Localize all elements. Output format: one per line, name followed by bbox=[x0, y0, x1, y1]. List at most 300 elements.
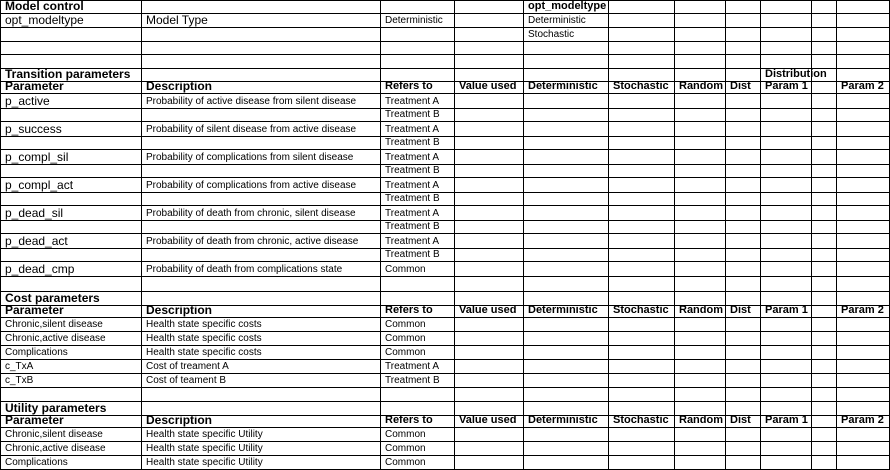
sheet-cell[interactable] bbox=[524, 150, 609, 165]
refers-to[interactable] bbox=[381, 374, 455, 388]
param-name[interactable] bbox=[0, 374, 142, 388]
sheet-cell[interactable] bbox=[761, 178, 812, 193]
sheet-cell[interactable] bbox=[455, 14, 524, 28]
param-description[interactable] bbox=[142, 442, 381, 456]
param-description[interactable] bbox=[142, 318, 381, 332]
sheet-cell[interactable] bbox=[524, 137, 609, 150]
sheet-cell[interactable] bbox=[609, 28, 675, 42]
sheet-cell[interactable] bbox=[455, 249, 524, 262]
sheet-cell[interactable] bbox=[675, 109, 726, 122]
header-param-2[interactable] bbox=[837, 306, 890, 318]
refers-to[interactable] bbox=[381, 249, 455, 262]
sheet-cell[interactable] bbox=[675, 388, 726, 402]
sheet-cell[interactable] bbox=[761, 234, 812, 249]
header-dist[interactable] bbox=[726, 82, 761, 94]
sheet-cell[interactable] bbox=[726, 374, 761, 388]
sheet-cell[interactable] bbox=[524, 249, 609, 262]
sheet-cell[interactable] bbox=[837, 221, 890, 234]
sheet-cell[interactable] bbox=[455, 360, 524, 374]
sheet-cell[interactable] bbox=[726, 109, 761, 122]
sheet-cell[interactable] bbox=[142, 28, 381, 42]
sheet-cell[interactable] bbox=[0, 388, 142, 402]
refers-to[interactable] bbox=[381, 165, 455, 178]
sheet-cell[interactable] bbox=[524, 234, 609, 249]
sheet-cell[interactable] bbox=[812, 14, 837, 28]
refers-to[interactable] bbox=[381, 206, 455, 221]
sheet-cell[interactable] bbox=[837, 346, 890, 360]
sheet-cell[interactable] bbox=[675, 332, 726, 346]
sheet-cell[interactable] bbox=[812, 277, 837, 292]
sheet-cell[interactable] bbox=[455, 277, 524, 292]
sheet-cell[interactable] bbox=[142, 388, 381, 402]
param-description[interactable] bbox=[142, 206, 381, 221]
sheet-cell[interactable] bbox=[381, 0, 455, 14]
model-type-label[interactable] bbox=[142, 14, 381, 28]
sheet-cell[interactable] bbox=[726, 150, 761, 165]
sheet-cell[interactable] bbox=[455, 442, 524, 456]
sheet-cell[interactable] bbox=[675, 0, 726, 14]
header-refers-to[interactable] bbox=[381, 416, 455, 428]
param-name[interactable] bbox=[0, 262, 142, 277]
header-deterministic[interactable] bbox=[524, 416, 609, 428]
refers-to[interactable] bbox=[381, 94, 455, 109]
header-param-1[interactable] bbox=[761, 306, 812, 318]
param-description[interactable] bbox=[142, 346, 381, 360]
sheet-cell[interactable] bbox=[837, 42, 890, 55]
sheet-cell[interactable] bbox=[675, 55, 726, 69]
header-random[interactable] bbox=[675, 306, 726, 318]
sheet-cell[interactable] bbox=[761, 42, 812, 55]
sheet-cell[interactable] bbox=[726, 332, 761, 346]
sheet-cell[interactable] bbox=[761, 122, 812, 137]
sheet-cell[interactable] bbox=[0, 165, 142, 178]
sheet-cell[interactable] bbox=[609, 346, 675, 360]
sheet-cell[interactable] bbox=[675, 178, 726, 193]
sheet-cell[interactable] bbox=[609, 442, 675, 456]
sheet-cell[interactable] bbox=[455, 137, 524, 150]
param-name[interactable] bbox=[0, 428, 142, 442]
refers-to[interactable] bbox=[381, 442, 455, 456]
sheet-cell[interactable] bbox=[837, 55, 890, 69]
refers-to[interactable] bbox=[381, 346, 455, 360]
header-dist[interactable] bbox=[726, 416, 761, 428]
sheet-cell[interactable] bbox=[812, 221, 837, 234]
sheet-cell[interactable] bbox=[761, 346, 812, 360]
param-name[interactable] bbox=[0, 360, 142, 374]
header-value-used[interactable] bbox=[455, 306, 524, 318]
header-parameter[interactable] bbox=[0, 413, 142, 428]
param-name[interactable] bbox=[0, 332, 142, 346]
sheet-cell[interactable] bbox=[455, 178, 524, 193]
sheet-cell[interactable] bbox=[837, 206, 890, 221]
sheet-cell[interactable] bbox=[455, 150, 524, 165]
sheet-cell[interactable] bbox=[0, 137, 142, 150]
sheet-cell[interactable] bbox=[142, 0, 381, 14]
sheet-cell[interactable] bbox=[726, 442, 761, 456]
sheet-cell[interactable] bbox=[609, 234, 675, 249]
sheet-cell[interactable] bbox=[455, 221, 524, 234]
sheet-cell[interactable] bbox=[675, 428, 726, 442]
sheet-cell[interactable] bbox=[837, 277, 890, 292]
sheet-cell[interactable] bbox=[761, 94, 812, 109]
sheet-cell[interactable] bbox=[609, 206, 675, 221]
sheet-cell[interactable] bbox=[726, 234, 761, 249]
sheet-cell[interactable] bbox=[761, 150, 812, 165]
sheet-cell[interactable] bbox=[812, 109, 837, 122]
sheet-cell[interactable] bbox=[524, 55, 609, 69]
sheet-cell[interactable] bbox=[609, 150, 675, 165]
header-dist[interactable] bbox=[726, 306, 761, 318]
sheet-cell[interactable] bbox=[812, 42, 837, 55]
header-refers-to[interactable] bbox=[381, 82, 455, 94]
sheet-cell[interactable] bbox=[455, 94, 524, 109]
sheet-cell[interactable] bbox=[812, 82, 837, 94]
sheet-cell[interactable] bbox=[812, 360, 837, 374]
sheet-cell[interactable] bbox=[675, 442, 726, 456]
refers-to[interactable] bbox=[381, 109, 455, 122]
refers-to[interactable] bbox=[381, 332, 455, 346]
sheet-cell[interactable] bbox=[837, 442, 890, 456]
refers-to[interactable] bbox=[381, 178, 455, 193]
sheet-cell[interactable] bbox=[837, 150, 890, 165]
sheet-cell[interactable] bbox=[0, 28, 142, 42]
sheet-cell[interactable] bbox=[609, 109, 675, 122]
sheet-cell[interactable] bbox=[609, 374, 675, 388]
sheet-cell[interactable] bbox=[812, 292, 837, 306]
sheet-cell[interactable] bbox=[675, 249, 726, 262]
options-header[interactable] bbox=[524, 0, 609, 14]
sheet-cell[interactable] bbox=[726, 94, 761, 109]
sheet-cell[interactable] bbox=[812, 442, 837, 456]
sheet-cell[interactable] bbox=[812, 318, 837, 332]
sheet-cell[interactable] bbox=[726, 137, 761, 150]
sheet-cell[interactable] bbox=[812, 428, 837, 442]
header-stochastic[interactable] bbox=[609, 82, 675, 94]
sheet-cell[interactable] bbox=[609, 14, 675, 28]
sheet-cell[interactable] bbox=[142, 109, 381, 122]
sheet-cell[interactable] bbox=[455, 332, 524, 346]
sheet-cell[interactable] bbox=[761, 28, 812, 42]
refers-to[interactable] bbox=[381, 360, 455, 374]
sheet-cell[interactable] bbox=[675, 122, 726, 137]
sheet-cell[interactable] bbox=[761, 249, 812, 262]
sheet-cell[interactable] bbox=[609, 94, 675, 109]
sheet-cell[interactable] bbox=[524, 206, 609, 221]
sheet-cell[interactable] bbox=[837, 193, 890, 206]
sheet-cell[interactable] bbox=[675, 150, 726, 165]
sheet-cell[interactable] bbox=[761, 277, 812, 292]
sheet-cell[interactable] bbox=[761, 388, 812, 402]
sheet-cell[interactable] bbox=[142, 221, 381, 234]
sheet-cell[interactable] bbox=[761, 332, 812, 346]
sheet-cell[interactable] bbox=[609, 0, 675, 14]
sheet-cell[interactable] bbox=[726, 221, 761, 234]
sheet-cell[interactable] bbox=[837, 122, 890, 137]
param-name[interactable] bbox=[0, 178, 142, 193]
sheet-cell[interactable] bbox=[675, 94, 726, 109]
sheet-cell[interactable] bbox=[609, 332, 675, 346]
sheet-cell[interactable] bbox=[524, 94, 609, 109]
param-name[interactable] bbox=[0, 150, 142, 165]
sheet-cell[interactable] bbox=[675, 234, 726, 249]
param-description[interactable] bbox=[142, 428, 381, 442]
sheet-cell[interactable] bbox=[761, 14, 812, 28]
sheet-cell[interactable] bbox=[524, 374, 609, 388]
sheet-cell[interactable] bbox=[761, 318, 812, 332]
sheet-cell[interactable] bbox=[455, 346, 524, 360]
header-random[interactable] bbox=[675, 416, 726, 428]
param-description[interactable] bbox=[142, 122, 381, 137]
sheet-cell[interactable] bbox=[675, 14, 726, 28]
sheet-cell[interactable] bbox=[381, 388, 455, 402]
sheet-cell[interactable] bbox=[609, 318, 675, 332]
sheet-cell[interactable] bbox=[455, 42, 524, 55]
sheet-cell[interactable] bbox=[837, 360, 890, 374]
refers-to[interactable] bbox=[381, 150, 455, 165]
sheet-cell[interactable] bbox=[726, 206, 761, 221]
sheet-cell[interactable] bbox=[726, 55, 761, 69]
refers-to[interactable] bbox=[381, 221, 455, 234]
sheet-cell[interactable] bbox=[675, 165, 726, 178]
sheet-cell[interactable] bbox=[0, 109, 142, 122]
sheet-cell[interactable] bbox=[812, 249, 837, 262]
header-param-2[interactable] bbox=[837, 82, 890, 94]
sheet-cell[interactable] bbox=[609, 122, 675, 137]
param-description[interactable] bbox=[142, 178, 381, 193]
sheet-cell[interactable] bbox=[609, 249, 675, 262]
sheet-cell[interactable] bbox=[812, 94, 837, 109]
sheet-cell[interactable] bbox=[675, 221, 726, 234]
sheet-cell[interactable] bbox=[812, 122, 837, 137]
model-type-value[interactable] bbox=[381, 14, 455, 28]
param-description[interactable] bbox=[142, 94, 381, 109]
param-name[interactable] bbox=[0, 94, 142, 109]
sheet-cell[interactable] bbox=[0, 193, 142, 206]
param-description[interactable] bbox=[142, 150, 381, 165]
sheet-cell[interactable] bbox=[675, 262, 726, 277]
sheet-cell[interactable] bbox=[812, 388, 837, 402]
sheet-cell[interactable] bbox=[812, 346, 837, 360]
sheet-cell[interactable] bbox=[761, 137, 812, 150]
sheet-cell[interactable] bbox=[524, 262, 609, 277]
header-param-2[interactable] bbox=[837, 416, 890, 428]
sheet-cell[interactable] bbox=[524, 318, 609, 332]
sheet-cell[interactable] bbox=[726, 318, 761, 332]
header-deterministic[interactable] bbox=[524, 82, 609, 94]
sheet-cell[interactable] bbox=[837, 234, 890, 249]
sheet-cell[interactable] bbox=[812, 234, 837, 249]
header-deterministic[interactable] bbox=[524, 306, 609, 318]
sheet-cell[interactable] bbox=[0, 249, 142, 262]
sheet-cell[interactable] bbox=[675, 28, 726, 42]
sheet-cell[interactable] bbox=[726, 262, 761, 277]
sheet-cell[interactable] bbox=[726, 122, 761, 137]
param-name[interactable] bbox=[0, 206, 142, 221]
sheet-cell[interactable] bbox=[455, 28, 524, 42]
sheet-cell[interactable] bbox=[455, 374, 524, 388]
header-stochastic[interactable] bbox=[609, 416, 675, 428]
header-random[interactable] bbox=[675, 82, 726, 94]
sheet-cell[interactable] bbox=[524, 442, 609, 456]
refers-to[interactable] bbox=[381, 234, 455, 249]
sheet-cell[interactable] bbox=[726, 360, 761, 374]
sheet-cell[interactable] bbox=[726, 249, 761, 262]
sheet-cell[interactable] bbox=[609, 42, 675, 55]
sheet-cell[interactable] bbox=[837, 94, 890, 109]
sheet-cell[interactable] bbox=[609, 360, 675, 374]
sheet-cell[interactable] bbox=[142, 42, 381, 55]
header-value-used[interactable] bbox=[455, 416, 524, 428]
sheet-cell[interactable] bbox=[726, 178, 761, 193]
sheet-cell[interactable] bbox=[0, 42, 142, 55]
sheet-cell[interactable] bbox=[812, 55, 837, 69]
sheet-cell[interactable] bbox=[455, 55, 524, 69]
param-name[interactable] bbox=[0, 234, 142, 249]
header-description[interactable] bbox=[142, 413, 381, 428]
header-param-1[interactable] bbox=[761, 82, 812, 94]
sheet-cell[interactable] bbox=[381, 277, 455, 292]
sheet-cell[interactable] bbox=[726, 277, 761, 292]
sheet-cell[interactable] bbox=[609, 221, 675, 234]
header-parameter[interactable] bbox=[0, 79, 142, 94]
sheet-cell[interactable] bbox=[455, 122, 524, 137]
sheet-cell[interactable] bbox=[675, 346, 726, 360]
sheet-cell[interactable] bbox=[609, 55, 675, 69]
header-refers-to[interactable] bbox=[381, 306, 455, 318]
sheet-cell[interactable] bbox=[381, 55, 455, 69]
sheet-cell[interactable] bbox=[609, 262, 675, 277]
sheet-cell[interactable] bbox=[761, 262, 812, 277]
sheet-cell[interactable] bbox=[837, 14, 890, 28]
sheet-cell[interactable] bbox=[609, 165, 675, 178]
sheet-cell[interactable] bbox=[812, 374, 837, 388]
sheet-cell[interactable] bbox=[812, 402, 837, 416]
sheet-cell[interactable] bbox=[675, 360, 726, 374]
sheet-cell[interactable] bbox=[524, 42, 609, 55]
refers-to[interactable] bbox=[381, 122, 455, 137]
sheet-cell[interactable] bbox=[455, 165, 524, 178]
sheet-cell[interactable] bbox=[837, 137, 890, 150]
sheet-cell[interactable] bbox=[675, 206, 726, 221]
sheet-cell[interactable] bbox=[142, 193, 381, 206]
sheet-cell[interactable] bbox=[381, 42, 455, 55]
sheet-cell[interactable] bbox=[0, 277, 142, 292]
sheet-cell[interactable] bbox=[812, 165, 837, 178]
sheet-cell[interactable] bbox=[761, 374, 812, 388]
sheet-cell[interactable] bbox=[142, 277, 381, 292]
sheet-cell[interactable] bbox=[812, 206, 837, 221]
sheet-cell[interactable] bbox=[761, 428, 812, 442]
sheet-cell[interactable] bbox=[455, 109, 524, 122]
param-name[interactable] bbox=[0, 122, 142, 137]
sheet-cell[interactable] bbox=[812, 306, 837, 318]
param-description[interactable] bbox=[142, 234, 381, 249]
header-value-used[interactable] bbox=[455, 82, 524, 94]
sheet-cell[interactable] bbox=[761, 109, 812, 122]
sheet-cell[interactable] bbox=[761, 360, 812, 374]
sheet-cell[interactable] bbox=[609, 137, 675, 150]
model-type-name[interactable] bbox=[0, 14, 142, 28]
sheet-cell[interactable] bbox=[142, 55, 381, 69]
sheet-cell[interactable] bbox=[812, 69, 837, 82]
sheet-cell[interactable] bbox=[675, 193, 726, 206]
sheet-cell[interactable] bbox=[142, 137, 381, 150]
sheet-cell[interactable] bbox=[726, 14, 761, 28]
header-param-1[interactable] bbox=[761, 416, 812, 428]
sheet-cell[interactable] bbox=[455, 318, 524, 332]
sheet-cell[interactable] bbox=[837, 0, 890, 14]
refers-to[interactable] bbox=[381, 262, 455, 277]
sheet-cell[interactable] bbox=[455, 428, 524, 442]
param-name[interactable] bbox=[0, 346, 142, 360]
refers-to[interactable] bbox=[381, 318, 455, 332]
sheet-cell[interactable] bbox=[609, 277, 675, 292]
refers-to[interactable] bbox=[381, 428, 455, 442]
header-description[interactable] bbox=[142, 79, 381, 94]
sheet-cell[interactable] bbox=[761, 206, 812, 221]
sheet-cell[interactable] bbox=[524, 109, 609, 122]
sheet-cell[interactable] bbox=[837, 249, 890, 262]
sheet-cell[interactable] bbox=[812, 416, 837, 428]
sheet-cell[interactable] bbox=[455, 193, 524, 206]
sheet-cell[interactable] bbox=[675, 318, 726, 332]
sheet-cell[interactable] bbox=[524, 221, 609, 234]
sheet-cell[interactable] bbox=[837, 332, 890, 346]
sheet-cell[interactable] bbox=[524, 165, 609, 178]
param-description[interactable] bbox=[142, 374, 381, 388]
sheet-cell[interactable] bbox=[726, 165, 761, 178]
refers-to[interactable] bbox=[381, 137, 455, 150]
sheet-cell[interactable] bbox=[837, 428, 890, 442]
sheet-cell[interactable] bbox=[726, 346, 761, 360]
sheet-cell[interactable] bbox=[726, 0, 761, 14]
sheet-cell[interactable] bbox=[675, 42, 726, 55]
sheet-cell[interactable] bbox=[524, 193, 609, 206]
sheet-cell[interactable] bbox=[524, 277, 609, 292]
sheet-cell[interactable] bbox=[837, 262, 890, 277]
sheet-cell[interactable] bbox=[524, 122, 609, 137]
sheet-cell[interactable] bbox=[524, 346, 609, 360]
param-name[interactable] bbox=[0, 318, 142, 332]
sheet-cell[interactable] bbox=[455, 206, 524, 221]
sheet-cell[interactable] bbox=[726, 428, 761, 442]
sheet-cell[interactable] bbox=[726, 193, 761, 206]
header-description[interactable] bbox=[142, 303, 381, 318]
sheet-cell[interactable] bbox=[0, 221, 142, 234]
sheet-cell[interactable] bbox=[812, 150, 837, 165]
sheet-cell[interactable] bbox=[726, 388, 761, 402]
sheet-cell[interactable] bbox=[455, 262, 524, 277]
sheet-cell[interactable] bbox=[455, 0, 524, 14]
sheet-cell[interactable] bbox=[142, 165, 381, 178]
sheet-cell[interactable] bbox=[837, 388, 890, 402]
sheet-cell[interactable] bbox=[761, 442, 812, 456]
sheet-cell[interactable] bbox=[837, 374, 890, 388]
sheet-cell[interactable] bbox=[761, 193, 812, 206]
sheet-cell[interactable] bbox=[455, 388, 524, 402]
sheet-cell[interactable] bbox=[609, 193, 675, 206]
param-description[interactable] bbox=[142, 360, 381, 374]
sheet-cell[interactable] bbox=[524, 360, 609, 374]
sheet-cell[interactable] bbox=[837, 28, 890, 42]
header-parameter[interactable] bbox=[0, 303, 142, 318]
sheet-cell[interactable] bbox=[761, 0, 812, 14]
sheet-cell[interactable] bbox=[812, 193, 837, 206]
sheet-cell[interactable] bbox=[761, 55, 812, 69]
sheet-cell[interactable] bbox=[524, 428, 609, 442]
sheet-cell[interactable] bbox=[524, 388, 609, 402]
sheet-cell[interactable] bbox=[609, 178, 675, 193]
